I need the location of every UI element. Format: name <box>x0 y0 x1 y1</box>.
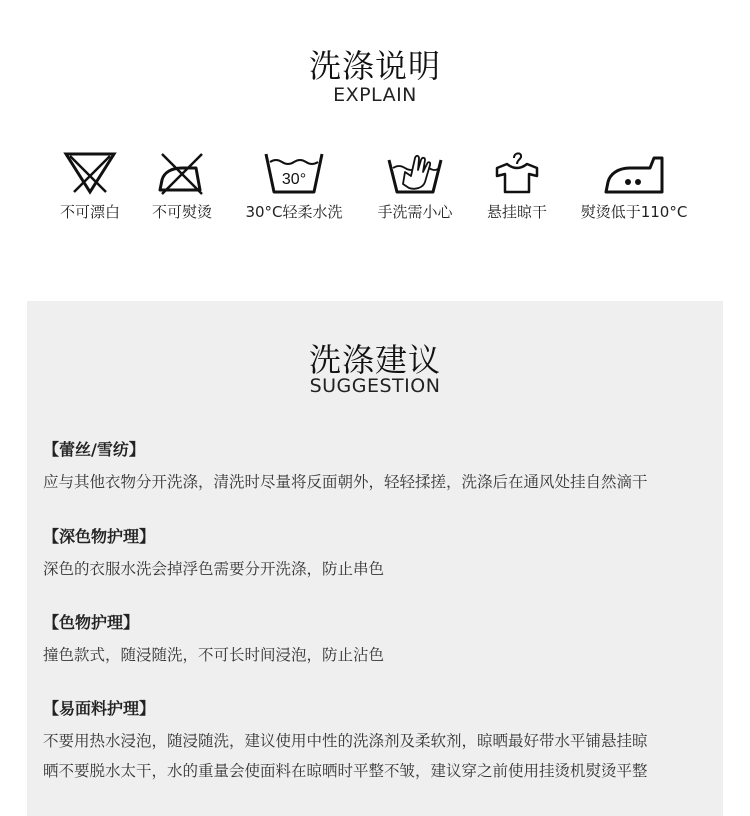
section-color-care <box>43 613 723 669</box>
hang-dry-icon <box>487 150 547 196</box>
care-label: 手洗需小心 <box>377 203 453 221</box>
section-text: 深色的衣服水洗会掉浮色需要分开洗涤，防止串色 <box>43 560 385 578</box>
section-text: 晒不要脱水太干，水的重量会使面料在晾晒时平整不皱，建议穿之前使用挂烫机熨烫平整 <box>43 762 648 780</box>
care-label: 30°C轻柔水洗 <box>245 203 343 221</box>
section-heading: 【蕾丝/雪纺】 <box>43 440 145 459</box>
no-iron-icon <box>152 150 212 196</box>
wash-temp-badge: 30° <box>281 171 307 188</box>
suggestion-subtitle: SUGGESTION <box>309 375 441 397</box>
section-heading: 【易面料护理】 <box>43 699 156 718</box>
section-dark-care <box>43 527 723 583</box>
section-lace-chiffon <box>43 440 723 496</box>
section-heading: 【深色物护理】 <box>43 527 156 546</box>
wash-30-icon <box>262 150 326 196</box>
iron-low-icon <box>602 150 666 196</box>
explain-subtitle: EXPLAIN <box>333 84 417 106</box>
section-text: 应与其他衣物分开洗涤，清洗时尽量将反面朝外，轻轻揉搓，洗涤后在通风处挂自然滴干 <box>43 473 648 491</box>
explain-title: 洗涤说明 <box>308 47 441 85</box>
care-label: 不可漂白 <box>59 203 120 221</box>
care-label: 熨烫低于110°C <box>580 203 688 221</box>
section-easy-fabric-care <box>43 699 723 785</box>
care-icons-row <box>0 150 750 230</box>
no-bleach-icon <box>60 150 120 196</box>
suggestion-title: 洗涤建议 <box>308 341 441 379</box>
section-text: 不要用热水浸泡，随浸随洗，建议使用中性的洗涤剂及柔软剂，晾晒最好带水平铺悬挂晾 <box>43 732 648 750</box>
care-item-wash-30 <box>224 150 364 222</box>
care-item-iron-low <box>564 150 704 222</box>
section-text: 撞色款式，随浸随洗，不可长时间浸泡，防止沾色 <box>43 646 385 664</box>
care-label: 不可熨烫 <box>151 203 212 221</box>
care-label: 悬挂晾干 <box>486 203 547 221</box>
hand-wash-icon <box>385 150 445 196</box>
section-heading: 【色物护理】 <box>43 613 140 632</box>
